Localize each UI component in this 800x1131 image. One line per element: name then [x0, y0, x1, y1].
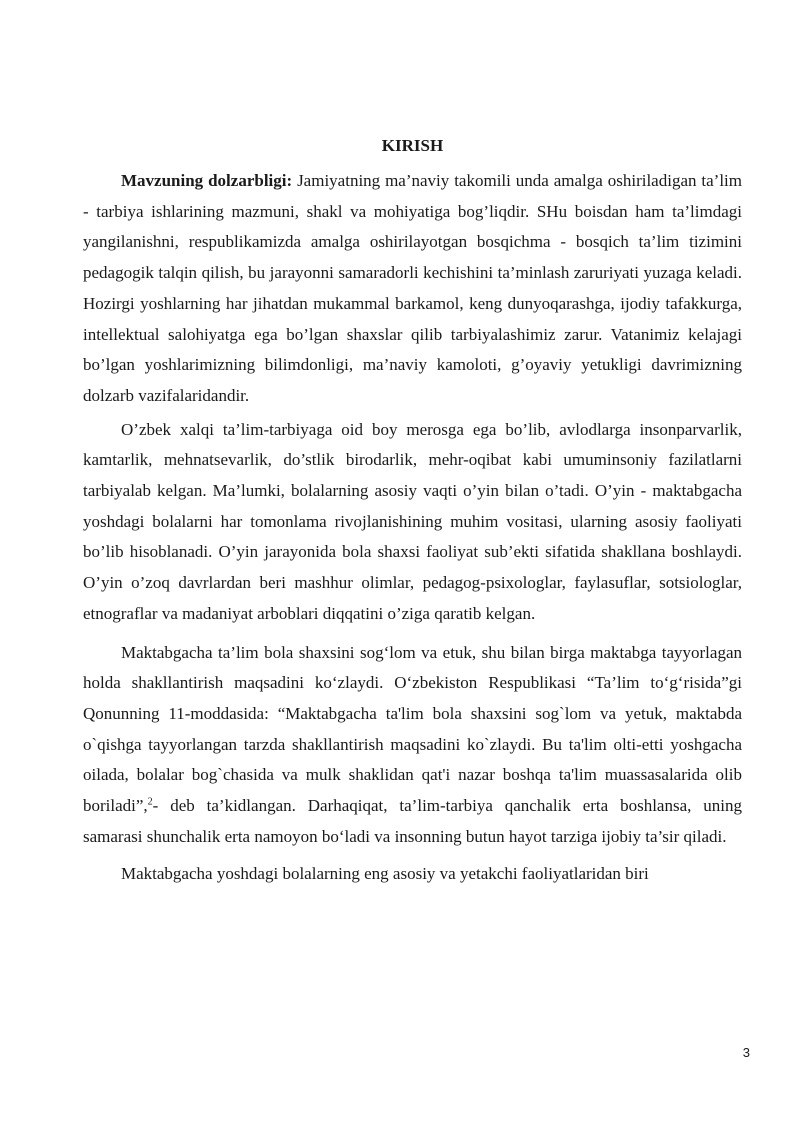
section-heading: KIRISH [381, 136, 444, 155]
paragraph-text: Maktabgacha ta’lim bola shaxsini sog‘lom va etuk, shu bilan birga maktabga tayyorlagan holda shakllantirish maqsadini ko‘zlaydi. O‘zbekiston Respublikasi “Ta’lim to‘g‘risida”gi Qonunning 11-moddasida: “Maktabgacha ta'lim bola shaxsini sog`lom va yetuk, maktabda o`qishga tayyorlangan tarzda shakllantirish maqsadini ko`zlaydi. Bu ta'lim olti-etti yoshgacha oilada, bolalar bog`chasida va mulk shaklidan qat'i nazar boshqa ta'lim muassasalarida olib boriladi”, [83, 642, 742, 816]
paragraph-text: Maktabgacha yoshdagi bolalarning eng asosiy va yetakchi faoliyatlaridan biri [121, 864, 649, 884]
footnote-reference[interactable]: 2 [147, 796, 153, 808]
paragraph-lead-bold: Mavzuning dolzarbligi: [121, 171, 293, 190]
paragraph-text: O’zbek xalqi ta’lim-tarbiyaga oid boy merosga ega bo’lib, avlodlarga insonparvarlik, kamtarlik, mehnatsevarlik, do’stlik birodarlik, mehr-oqibat kabi umuminsoniy fazilatlarni tarbiyalab kelgan. Ma’lumki, bolalarning asosiy vaqti o’yin bilan o’tadi. O’yin - maktabgacha yoshdagi bolalarni har tomonlama rivojlanishining muhim vositasi, ularning asosiy faoliyati bo’lib hisoblanadi. O’yin jarayonida bola shaxsi faoliyat sub’ekti sifatida shakllana boshlaydi. O’yin o’zoq davrlardan beri mashhur olimlar, pedagog-psixologlar, faylasuflar, sotsiologlar, etnograflar va madaniyat arboblari diqqatini o’ziga qaratib kelgan. [83, 419, 742, 623]
paragraph-text: Jamiyatning ma’naviy takomili unda amalga oshiriladigan ta’lim - tarbiya ishlarining mazmuni, shakl va mohiyatiga bog’liqdir. SHu boisdan ham ta’limdagi yangilanishni, respublikamizda amalga oshirilayotgan bosqichma - bosqich ta’lim tizimini pedagogik talqin qilish, bu jarayonni samaradorli kechishini ta’minlash zaruriyati yuzaga keladi. Hozirgi yoshlarning har jihatdan mukammal barkamol, keng dunyoqarashga, ijodiy tafakkurga, intellektual salohiyatga ega bo’lgan shaxslar qilib tarbiyalashimiz zarur. Vatanimiz kelajagi bo’lgan yoshlarimizning bilimdonligi, ma’naviy kamoloti, g’oyaviy yetukligi davrimizning dolzarb vazifalaridandir. [83, 171, 743, 405]
paragraph-relevance [83, 166, 742, 412]
page-content [83, 134, 742, 890]
paragraph-preschool-law [83, 638, 742, 853]
paragraph-text: - deb ta’kidlangan. Darhaqiqat, ta’lim-tarbiya qanchalik erta boshlansa, uning samarasi shunchalik erta namoyon bo‘ladi va insonning butun hayot tarziga ijobiy ta’sir qiladi. [83, 796, 742, 846]
paragraph-leading-activity [83, 859, 742, 890]
paragraph-heritage [83, 415, 742, 630]
page-number: 3 [742, 1045, 750, 1060]
